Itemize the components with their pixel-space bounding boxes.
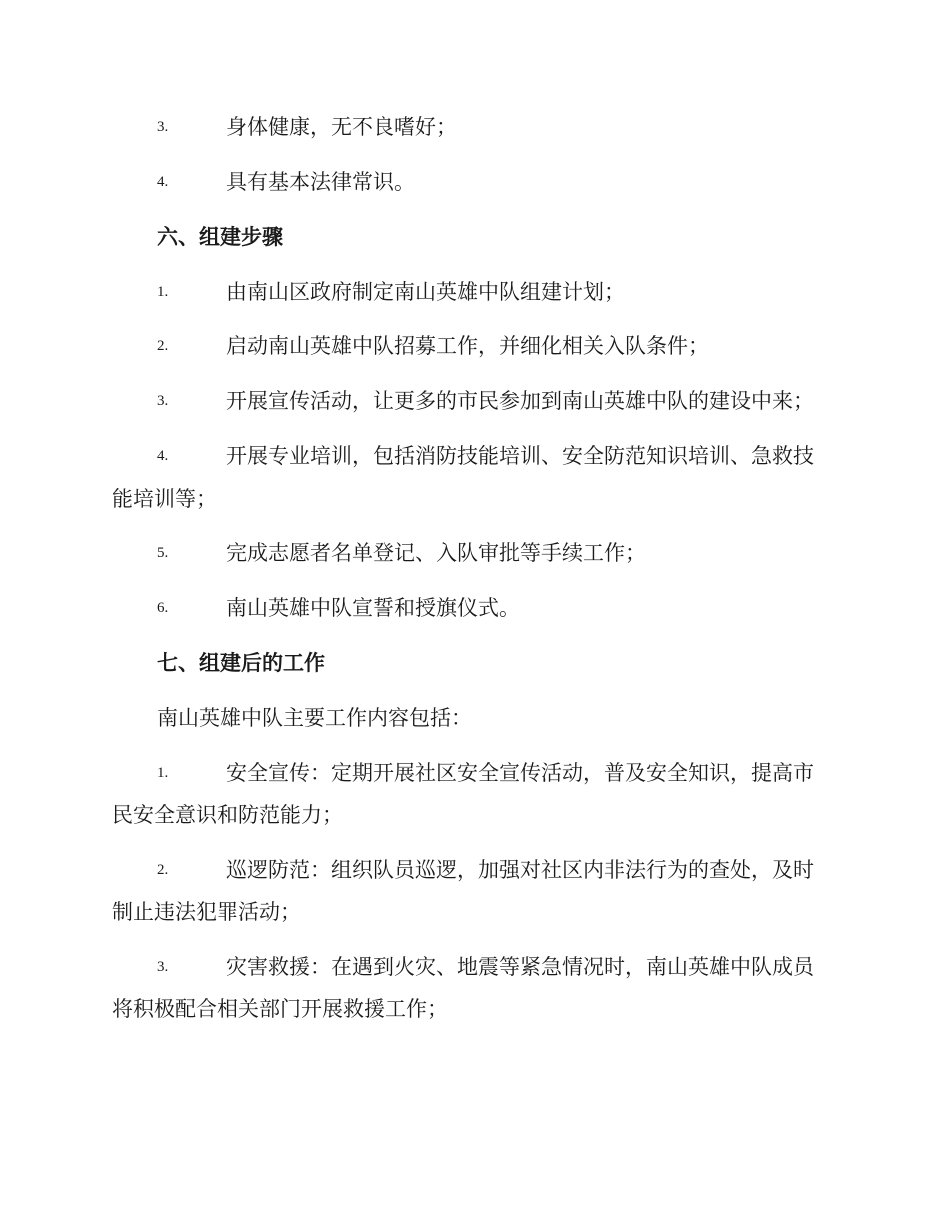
list-item-number: 4. <box>157 448 169 464</box>
list-item-number: 1. <box>157 284 169 300</box>
list-item-text: 安全宣传：定期开展社区安全宣传活动，普及安全知识，提高市 <box>226 761 814 785</box>
list-item-continuation: 将积极配合相关部门开展救援工作； <box>112 997 448 1021</box>
list-item-number: 3. <box>157 393 169 409</box>
list-item-text: 灾害救援：在遇到火灾、地震等紧急情况时，南山英雄中队成员 <box>226 955 814 979</box>
list-item-text: 开展宣传活动，让更多的市民参加到南山英雄中队的建设中来； <box>226 389 814 413</box>
paragraph: 南山英雄中队主要工作内容包括： <box>157 706 472 730</box>
list-item-number: 2. <box>157 862 169 878</box>
section-heading: 六、组建步骤 <box>157 224 283 249</box>
list-item-continuation: 能培训等； <box>112 487 217 511</box>
list-item-continuation: 制止违法犯罪活动； <box>112 900 301 924</box>
list-item-text: 完成志愿者名单登记、入队审批等手续工作； <box>226 541 646 565</box>
list-item-text: 身体健康，无不良嗜好； <box>226 115 457 139</box>
list-item-text: 开展专业培训，包括消防技能培训、安全防范知识培训、急救技 <box>226 444 814 468</box>
list-item-text: 巡逻防范：组织队员巡逻，加强对社区内非法行为的查处，及时 <box>226 858 814 882</box>
list-item-text: 由南山区政府制定南山英雄中队组建计划； <box>226 280 625 304</box>
list-item-text: 启动南山英雄中队招募工作，并细化相关入队条件； <box>226 334 709 358</box>
list-item-text: 南山英雄中队宣誓和授旗仪式。 <box>226 596 520 620</box>
list-item-text: 具有基本法律常识。 <box>226 170 415 194</box>
list-item-continuation: 民安全意识和防范能力； <box>112 803 343 827</box>
list-item-number: 1. <box>157 765 169 781</box>
list-item-number: 2. <box>157 338 169 354</box>
list-item-number: 6. <box>157 600 169 616</box>
list-item-number: 5. <box>157 545 169 561</box>
list-item-number: 3. <box>157 119 169 135</box>
section-heading: 七、组建后的工作 <box>157 650 325 675</box>
list-item-number: 4. <box>157 174 169 190</box>
list-item-number: 3. <box>157 959 169 975</box>
